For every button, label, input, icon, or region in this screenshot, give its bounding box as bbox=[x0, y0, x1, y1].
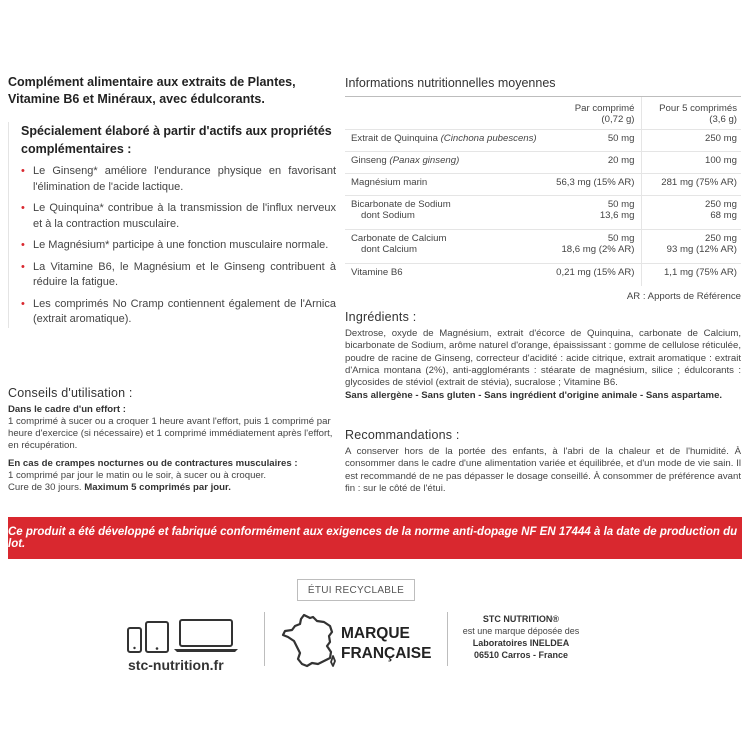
usage-title: Conseils d'utilisation : bbox=[8, 386, 133, 400]
nutrition-section bbox=[345, 76, 741, 302]
bullet-icon: • bbox=[21, 297, 25, 310]
divider bbox=[264, 612, 265, 666]
usage-effort-title: Dans le cadre d'un effort : bbox=[8, 404, 126, 415]
ar-note: AR : Apports de Référence bbox=[626, 290, 741, 302]
table-row: Bicarbonate de Sodium dont Sodium 50 mg 13,6 mg 250 mg 68 mg bbox=[345, 196, 741, 230]
list-item: • Le Magnésium* participe à une fonction musculaire normale. bbox=[21, 238, 336, 254]
ingredients-section bbox=[345, 310, 741, 401]
benefits-title: Spécialement élaboré à partir d'actifs aux propriétés complémentaires : bbox=[21, 124, 332, 156]
france-map-icon bbox=[280, 612, 338, 670]
usage-cramps-title: En cas de crampes nocturnes ou de contractures musculaires : bbox=[8, 458, 298, 469]
nutrition-table bbox=[345, 97, 741, 286]
website-link[interactable]: stc-nutrition.fr bbox=[128, 657, 224, 673]
usage-effort-text: 1 comprimé à sucer ou a croquer 1 heure avant l'effort, puis 1 comprimé par heure d'exercice (si nécessaire) et 1 comprimé immédiatement après l'effort, en récupération. bbox=[8, 416, 333, 451]
ingredients-title: Ingrédients : bbox=[345, 310, 417, 324]
usage-cramps-text: 1 comprimé par jour le matin ou le soir, à sucer ou à croquer. bbox=[8, 470, 267, 481]
table-row: Vitamine B6 0,21 mg (15% AR) 1,1 mg (75% AR) bbox=[345, 264, 741, 286]
list-item: • Le Quinquina* contribue à la transmission de l'influx nerveux et à la contraction musculaire. bbox=[21, 202, 336, 230]
list-item: • Les comprimés No Cramp contiennent également de l'Arnica (extrait aromatique). bbox=[21, 297, 336, 325]
bullet-icon: • bbox=[21, 239, 25, 251]
product-description bbox=[8, 74, 336, 334]
usage-max: Maximum 5 comprimés par jour. bbox=[84, 482, 231, 493]
devices-icon bbox=[126, 618, 246, 654]
usage-section bbox=[8, 386, 336, 494]
company-info: STC NUTRITION® est une marque déposée des Laboratoires INELDEA 06510 Carros - France bbox=[462, 614, 580, 660]
bullet-icon: • bbox=[21, 165, 25, 177]
nutrition-title: Informations nutritionnelles moyennes bbox=[345, 76, 741, 97]
usage-cure: Cure de 30 jours. Maximum 5 comprimés par jour. bbox=[8, 482, 231, 493]
anti-doping-banner bbox=[8, 517, 742, 559]
table-header bbox=[345, 97, 741, 130]
company-name: STC NUTRITION® bbox=[482, 614, 560, 624]
recycle-tag: ÉTUI RECYCLABLE bbox=[297, 579, 415, 601]
table-row: Ginseng (Panax ginseng) 20 mg 100 mg bbox=[345, 152, 741, 174]
bullet-icon: • bbox=[21, 260, 25, 273]
table-row: Magnésium marin 56,3 mg (15% AR) 281 mg (75% AR) bbox=[345, 174, 741, 196]
recommendations-section bbox=[345, 428, 741, 495]
column-header-per-tablet: Par comprimé (0,72 g) bbox=[545, 97, 641, 130]
french-brand-label: MARQUE FRANÇAISE bbox=[341, 625, 432, 662]
list-item: • Le Ginseng* améliore l'endurance physique en favorisant l'élimination de l'acide lactique. bbox=[21, 165, 336, 193]
intro-text: Complément alimentaire aux extraits de Plantes, Vitamine B6 et Minéraux, avec édulcorants. bbox=[8, 75, 296, 106]
ingredients-text: Dextrose, oxyde de Magnésium, extrait d'écorce de Quinquina, carbonate de Calcium, bicarbonate de Sodium, arôme naturel d'orange, épaississant : gomme de cellulose réticulée, poudre de racine de Ginseng, correcteur d'acidité : acide citrique, extrait aromatique : extrait d'Arnica montana (2%), anti-agglomérants : stéarate de magnésium, silice ; édulcorants : glycosides de stéviol (extrait de stévia), sucralose ; Vitamine B6. bbox=[345, 328, 741, 389]
recommendations-text: A conserver hors de la portée des enfants, à l'abri de la chaleur et de l'humidité. À consommer dans le cadre d'une alimentation variée et équilibrée, et d'un mode de vie sain. Il est recommandé de ne pas dépasser le dosage conseillé. À consommer de préférence avant fin : sur le côté de l'étui. bbox=[345, 446, 741, 494]
allergen-statement: Sans allergène - Sans gluten - Sans ingrédient d'origine animale - Sans aspartame. bbox=[345, 390, 723, 402]
recommendations-title: Recommandations : bbox=[345, 428, 460, 442]
table-row: Carbonate de Calcium dont Calcium 50 mg 18,6 mg (2% AR) 250 mg 93 mg (12% AR) bbox=[345, 230, 741, 264]
bullet-icon: • bbox=[21, 202, 25, 214]
banner-text: Ce produit a été développé et fabriqué conformément aux exigences de la norme anti-dopage NF EN 17444 à la date de production du lot. bbox=[8, 526, 738, 550]
benefits-box bbox=[8, 122, 336, 328]
list-item: • La Vitamine B6, le Magnésium et le Ginseng contribuent à réduire la fatigue. bbox=[21, 260, 336, 288]
column-header-per-5-tablets: Pour 5 comprimés (3,6 g) bbox=[659, 103, 737, 125]
divider bbox=[447, 612, 448, 666]
table-row: Extrait de Quinquina (Cinchona pubescens) 50 mg 250 mg bbox=[345, 130, 741, 152]
